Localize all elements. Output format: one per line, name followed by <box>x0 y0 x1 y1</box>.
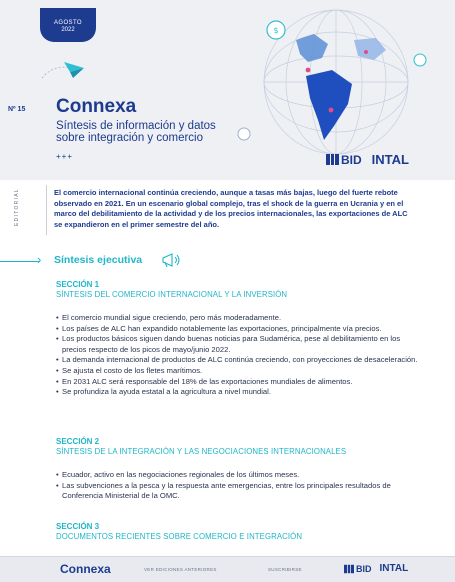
footer-logo-intal-text: INTAL <box>379 563 409 574</box>
section-1 <box>56 280 421 398</box>
bullet-list <box>56 470 421 502</box>
masthead <box>0 0 455 180</box>
list-item: • La demanda internacional de productos de ALC continúa creciendo, con proyecciones de desaceleración. <box>56 355 421 366</box>
bid-logo-icon <box>344 564 354 574</box>
footer-logo-bid-text: BID <box>356 563 372 574</box>
plus-marks: +++ <box>56 152 74 161</box>
chevron-right-icon: › <box>37 252 42 267</box>
badge-year: 2022 <box>61 27 75 33</box>
page-title: Connexa <box>56 96 137 117</box>
list-item: • Los productos básicos siguen dando buenas noticias para Sudamérica, pese al debilitamiento en los precios respecto de los picos de mayo/junio 2022. <box>56 334 421 355</box>
megaphone-icon <box>160 250 182 270</box>
section-number: SECCIÓN 2 <box>56 437 100 446</box>
logo-intal-text: INTAL <box>371 152 409 167</box>
section-number: SECCIÓN 1 <box>56 280 100 289</box>
footer-logo[interactable] <box>344 563 408 574</box>
subscribe-link[interactable]: SUSCRIBIRSE <box>268 567 302 572</box>
issue-number: Nº 15 <box>8 106 26 113</box>
synthesis-header <box>0 252 455 270</box>
section-title[interactable]: SÍNTESIS DEL COMERCIO INTERNACIONAL Y LA INVERSIÓN <box>56 290 288 299</box>
list-item: • Se ajusta el costo de los fletes marítimos. <box>56 366 421 377</box>
editorial-label: EDITORIAL <box>14 188 20 227</box>
previous-editions-link[interactable]: VER EDICIONES ANTERIORES <box>144 567 217 572</box>
list-item: • En 2031 ALC será responsable del 18% de las exportaciones mundiales de alimentos. <box>56 377 421 388</box>
bid-logo-icon <box>326 153 339 166</box>
paper-plane-icon <box>40 58 88 86</box>
list-item: • Ecuador, activo en las negociaciones regionales de los últimos meses. <box>56 470 421 481</box>
list-item: • El comercio mundial sigue creciendo, pero más moderadamente. <box>56 313 421 324</box>
synthesis-rule <box>0 261 40 262</box>
date-badge <box>40 8 96 42</box>
list-item: • Los países de ALC han expandido notablemente las exportaciones, principalmente vía precios. <box>56 324 421 335</box>
list-item: • Se profundiza la ayuda estatal a la agricultura a nivel mundial. <box>56 387 421 398</box>
section-3 <box>56 522 421 541</box>
globe-illustration <box>236 0 455 170</box>
badge-month: AGOSTO <box>54 20 82 26</box>
section-number: SECCIÓN 3 <box>56 522 100 531</box>
footer-bar <box>0 556 455 582</box>
section-2 <box>56 437 421 502</box>
editorial-divider <box>46 185 47 235</box>
section-title[interactable]: DOCUMENTOS RECIENTES SOBRE COMERCIO E INTEGRACIÓN <box>56 532 303 541</box>
bullet-list <box>56 313 421 398</box>
synthesis-title: Síntesis ejecutiva <box>54 254 143 266</box>
logo-bid-text: BID <box>341 152 362 167</box>
section-title[interactable]: SÍNTESIS DE LA INTEGRACIÓN Y LAS NEGOCIACIONES INTERNACIONALES <box>56 447 347 456</box>
svg-text:$: $ <box>273 26 279 35</box>
list-item: • Las subvenciones a la pesca y la respuesta ante emergencias, entre los principales resultados de Conferencia Ministerial de la OMC. <box>56 481 421 502</box>
page-subtitle: Síntesis de información y datos sobre integración y comercio <box>56 120 216 144</box>
footer-title: Connexa <box>60 562 111 576</box>
bid-intal-logo[interactable] <box>326 152 409 167</box>
editorial-text: El comercio internacional continúa creciendo, aunque a tasas más bajas, luego del fuerte rebote observado en 2021. En un escenario global complejo, tras el shock de la guerra en Ucrania y en el marco del debilitamiento de la actividad y de los precios internacionales, las exportaciones de ALC se expandieron en el primer semestre del año. <box>54 188 408 229</box>
